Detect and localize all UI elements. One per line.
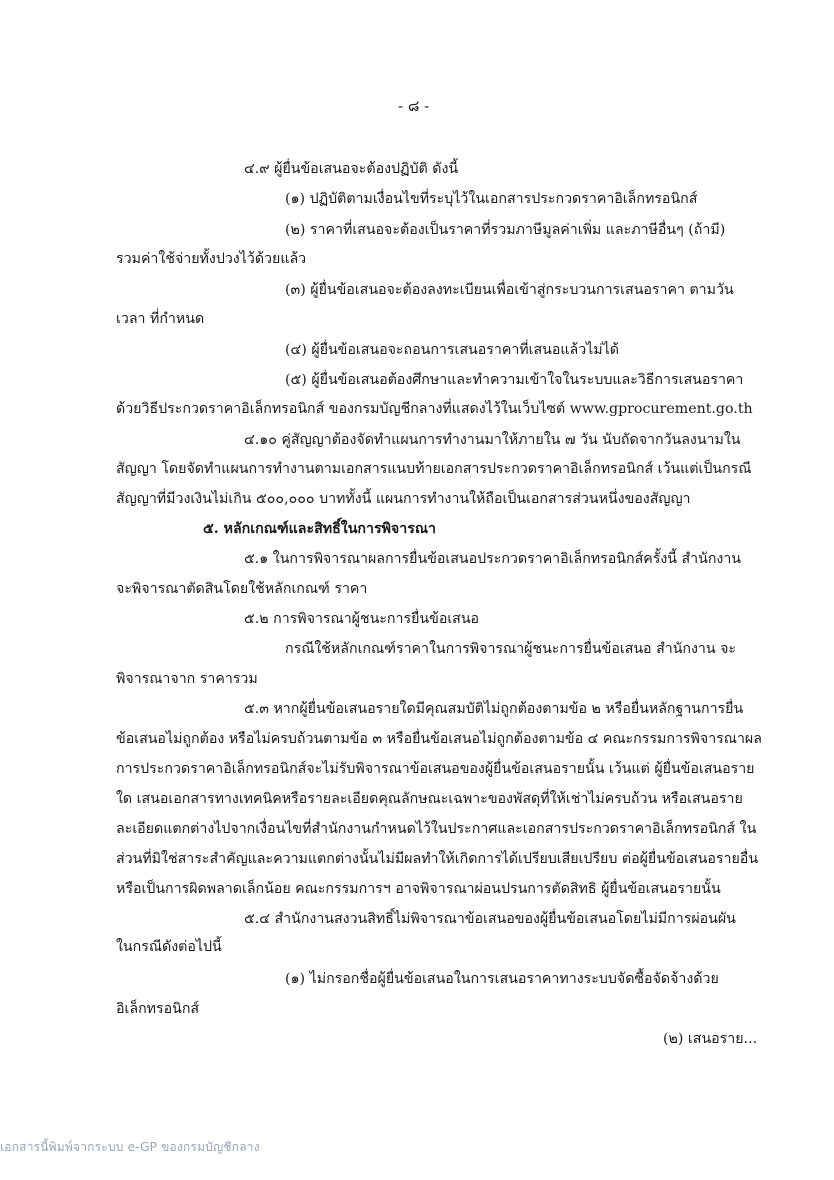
section-5-4-cont: ในกรณีดังต่อไปนี้ bbox=[116, 939, 222, 955]
item-4-9-5-cont: ด้วยวิธีประกวดราคาอิเล็กทรอนิกส์ ของกรมบัญชีกลางที่แสดงไว้ในเว็บไซต์ www.gprocurement.go.th bbox=[116, 401, 753, 417]
item-4-9-4: (๔) ผู้ยื่นข้อเสนอจะถอนการเสนอราคาที่เสนอแล้วไม่ได้ bbox=[285, 342, 620, 358]
section-4-10: ๔.๑๐ คู่สัญญาต้องจัดทำแผนการทำงานมาให้ภายใน ๗ วัน นับถัดจากวันลงนามใน bbox=[244, 432, 741, 448]
section-5-heading: ๕. หลักเกณฑ์และสิทธิ์ในการพิจารณา bbox=[203, 521, 436, 537]
section-5-3: ๕.๓ หากผู้ยื่นข้อเสนอรายใดมีคุณสมบัติไม่ถูกต้องตามข้อ ๒ หรือยื่นหลักฐานการยื่น bbox=[244, 701, 744, 717]
section-5-2: ๕.๒ การพิจารณาผู้ชนะการยื่นข้อเสนอ bbox=[244, 611, 480, 627]
section-5-3-cont-5: ส่วนที่มิใช่สาระสำคัญและความแตกต่างนั้นไม่มีผลทำให้เกิดการได้เปรียบเสียเปรียบ ต่อผู้ยื่นข้อเสนอรายอื่น bbox=[116, 851, 759, 867]
section-5-3-cont-3: ใด เสนอเอกสารทางเทคนิคหรือรายละเอียดคุณลักษณะเฉพาะของพัสดุที่ให้เช่าไม่ครบถ้วน หรือเสนอราย bbox=[116, 791, 743, 807]
section-5-1-cont: จะพิจารณาตัดสินโดยใช้หลักเกณฑ์ ราคา bbox=[116, 581, 368, 597]
continuation-marker: (๒) เสนอราย... bbox=[663, 1031, 758, 1047]
section-5-3-cont-6: หรือเป็นการผิดพลาดเล็กน้อย คณะกรรมการฯ อาจพิจารณาผ่อนปรนการตัดสิทธิ ผู้ยื่นข้อเสนอรายนั้น bbox=[116, 881, 721, 897]
page-number: - ๘ - bbox=[398, 97, 430, 115]
print-footer: เอกสารนี้พิมพ์จากระบบ e-GP ของกรมบัญชีกลาง bbox=[0, 1140, 260, 1154]
section-5-4: ๕.๔ สำนักงานสงวนสิทธิ์ไม่พิจารณาข้อเสนอของผู้ยื่นข้อเสนอโดยไม่มีการผ่อนผัน bbox=[244, 911, 736, 927]
item-4-9-2: (๒) ราคาที่เสนอจะต้องเป็นราคาที่รวมภาษีมูลค่าเพิ่ม และภาษีอื่นๆ (ถ้ามี) bbox=[285, 222, 726, 238]
section-5-3-cont-2: การประกวดราคาอิเล็กทรอนิกส์จะไม่รับพิจารณาข้อเสนอของผู้ยื่นข้อเสนอรายนั้น เว้นแต่ ผู้ยื่นข้อเสนอราย bbox=[116, 761, 755, 777]
section-5-3-cont-1: ข้อเสนอไม่ถูกต้อง หรือไม่ครบถ้วนตามข้อ ๓ หรือยื่นข้อเสนอไม่ถูกต้องตามข้อ ๔ คณะกรรมการพิจารณาผล bbox=[116, 731, 762, 747]
item-5-4-1-cont: อิเล็กทรอนิกส์ bbox=[116, 1001, 200, 1017]
section-5-2-cont: พิจารณาจาก ราคารวม bbox=[116, 671, 258, 687]
item-4-9-5: (๕) ผู้ยื่นข้อเสนอต้องศึกษาและทำความเข้าใจในระบบและวิธีการเสนอราคา bbox=[285, 372, 744, 388]
item-4-9-1: (๑) ปฏิบัติตามเงื่อนไขที่ระบุไว้ในเอกสารประกวดราคาอิเล็กทรอนิกส์ bbox=[285, 191, 698, 207]
item-4-9-2-cont: รวมค่าใช้จ่ายทั้งปวงไว้ด้วยแล้ว bbox=[116, 251, 307, 267]
section-4-9: ๔.๙ ผู้ยื่นข้อเสนอจะต้องปฏิบัติ ดังนี้ bbox=[244, 161, 459, 177]
section-5-3-cont-4: ละเอียดแตกต่างไปจากเงื่อนไขที่สำนักงานกำหนดไว้ในประกาศและเอกสารประกวดราคาอิเล็กทรอนิกส์ ใน bbox=[116, 821, 757, 837]
section-5-1: ๕.๑ ในการพิจารณาผลการยื่นข้อเสนอประกวดราคาอิเล็กทรอนิกส์ครั้งนี้ สำนักงาน bbox=[244, 551, 741, 567]
section-4-10-cont-2: สัญญาที่มีวงเงินไม่เกิน ๕๐๐,๐๐๐ บาททั้งนี้ แผนการทำงานให้ถือเป็นเอกสารส่วนหนึ่งของสัญญา bbox=[116, 491, 691, 507]
item-5-4-1: (๑) ไม่กรอกชื่อผู้ยื่นข้อเสนอในการเสนอราคาทางระบบจัดซื้อจัดจ้างด้วย bbox=[285, 971, 719, 987]
section-5-2-body: กรณีใช้หลักเกณฑ์ราคาในการพิจารณาผู้ชนะการยื่นข้อเสนอ สำนักงาน จะ bbox=[285, 641, 737, 657]
section-4-10-cont-1: สัญญา โดยจัดทำแผนการทำงานตามเอกสารแนบท้ายเอกสารประกวดราคาอิเล็กทรอนิกส์ เว้นแต่เป็นกรณี bbox=[116, 461, 752, 477]
item-4-9-3-cont: เวลา ที่กำหนด bbox=[116, 311, 205, 327]
item-4-9-3: (๓) ผู้ยื่นข้อเสนอจะต้องลงทะเบียนเพื่อเข้าสู่กระบวนการเสนอราคา ตามวัน bbox=[285, 282, 734, 298]
